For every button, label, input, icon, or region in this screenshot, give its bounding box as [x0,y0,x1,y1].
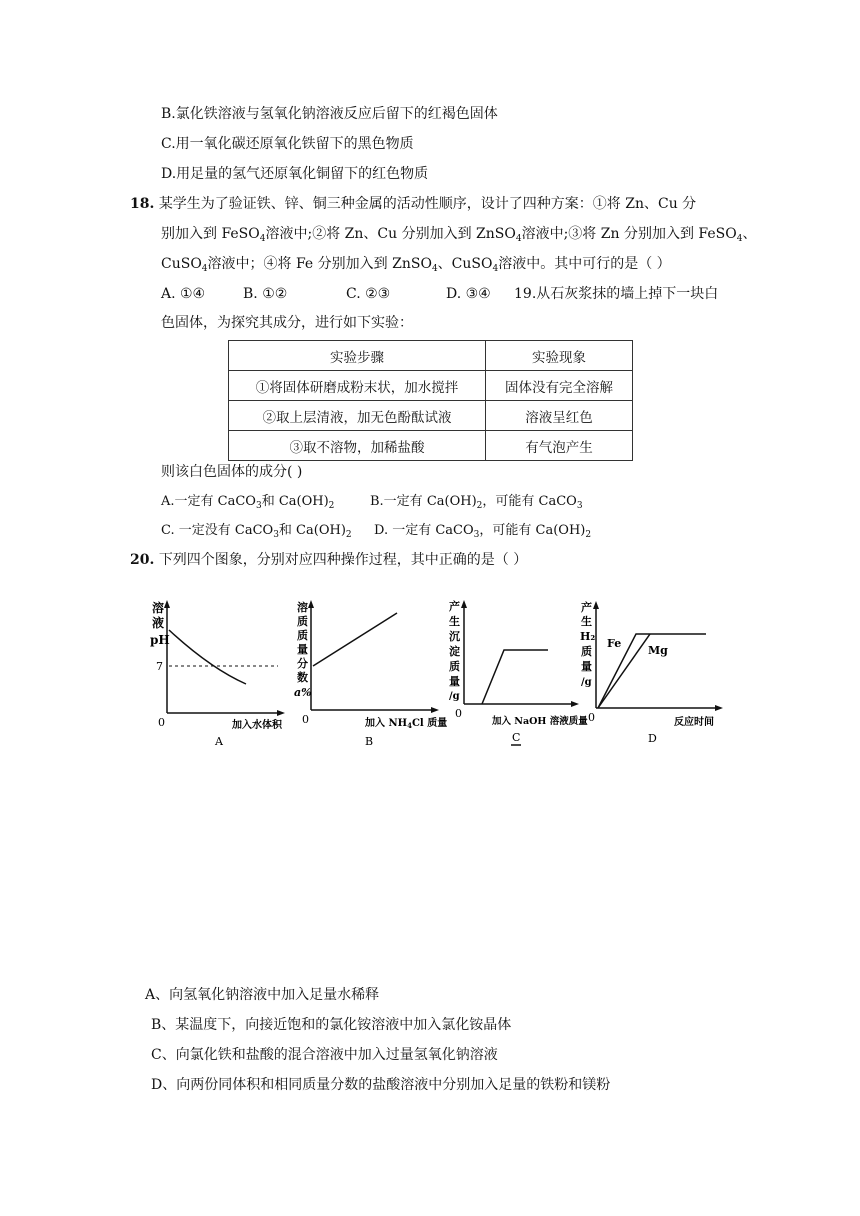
graph-c-ylabel-7: /g [449,691,460,702]
q19-experiment-table [228,340,633,461]
q20-desc-a: A、向氢氧化钠溶液中加入足量水稀释 [145,987,380,1003]
graph-c-ylabel-2: 生 [449,615,460,628]
q19-option-a: A.一定有 CaCO$_3$和 $Ca(OH)_2$ [161,494,335,511]
q20-number: 20. [130,552,155,568]
q18-option-c: C. ②③ [346,286,391,302]
q20-line [130,550,527,570]
table-cell: 有气泡产生 [486,431,633,461]
graph-a-y-arrow [164,600,170,608]
graph-b-xlabel: 加入 $NH_4Cl$ 质量 [365,718,448,730]
q19-option-d: D. 一定有 CaCO$_3$，可能有 $Ca(OH)_2$ [374,523,592,540]
graph-d-line-mg [598,634,650,708]
q20-desc-d: D、向两份同体积和相同质量分数的盐酸溶液中分别加入足量的铁粉和镁粉 [151,1077,611,1093]
table-header: 实验步骤 [229,341,486,371]
graph-a-caption: A [215,735,223,748]
graph-d-x-arrow [715,705,723,711]
q18-number: 18. [130,196,155,212]
q18-option-b: B. ①② [243,286,288,302]
q19-intro-2: 色固体，为探究其成分，进行如下实验： [161,315,413,331]
graph-d-xlabel: 反应时间 [674,717,714,728]
table-cell: ③取不溶物，加稀盐酸 [229,431,486,461]
graph-c [446,598,586,748]
graph-b-ylabel-6: 数 [297,671,308,684]
graph-d-label-fe: Fe [607,637,622,650]
q18-line-2: 别加入到 FeSO$_4$溶液中;②将 Zn、Cu 分别加入到 ZnSO$_4$溶液中;③将 Zn 分别加入到 FeSO$_4$、 [161,226,757,244]
graph-c-ylabel-1: 产 [449,600,460,613]
graph-b-ylabel-3: 质 [297,629,308,642]
graph-c-ylabel-4: 淀 [449,645,460,658]
graph-b-ylabel-7: a% [294,686,312,699]
q18-option-d: D. ③④ [446,286,491,302]
graph-a-tick-7: 7 [156,660,163,673]
graph-c-caption: C [512,731,521,744]
graph-a-ylabel-1: 溶 [152,601,165,615]
graph-c-ylabel-3: 沉 [449,630,460,643]
q19-option-b: B.一定有 $Ca(OH)_2$，可能有 CaCO$_3$ [370,494,583,511]
q20-text: 下列四个图象，分别对应四种操作过程，其中正确的是（ ） [158,552,528,568]
graph-d-caption: D [648,732,657,745]
graph-c-ylabel-6: 量 [449,675,460,688]
graph-b-ylabel-2: 质 [297,615,308,628]
table-cell: ①将固体研磨成粉末状，加水搅拌 [229,371,486,401]
q18-line-1 [130,194,696,214]
q19-option-c: C. 一定没有 CaCO$_3$和 $Ca(OH)_2$ [161,523,352,540]
table-cell: ②取上层清液，加无色酚酞试液 [229,401,486,431]
graph-b-origin: 0 [302,713,309,726]
graph-d-ylabel-3: H₂ [580,630,596,643]
graph-a-curve [169,630,246,684]
graph-d-ylabel-6: /g [581,677,592,688]
table-row [229,431,633,461]
table-header-row [229,341,633,371]
graph-b-ylabel-1: 溶 [297,601,308,614]
graph-c-xlabel: 加入 NaOH 溶液质量 [492,716,588,727]
table-row [229,371,633,401]
q18-line-3: CuSO$_4$溶液中；④将 Fe 分别加入到 ZnSO$_4$、CuSO$_4$溶液中。其中可行的是（ ） [161,256,671,274]
q19-question: 则该白色固体的成分( ) [161,464,303,480]
graph-a-ylabel-2: 液 [152,616,165,630]
graph-a [150,598,290,748]
table-cell: 固体没有完全溶解 [486,371,633,401]
q18-option-a: A. ①④ [161,286,206,302]
graph-d-ylabel-5: 量 [581,660,592,673]
graph-d-label-mg: Mg [648,644,668,657]
graph-a-x-arrow [277,710,285,716]
graph-d-ylabel-2: 生 [581,615,592,628]
q17-option-b: B.氯化铁溶液与氢氧化钠溶液反应后留下的红褐色固体 [161,106,498,122]
graph-d-origin: 0 [588,711,595,724]
graph-a-xlabel: 加入水体积 [232,720,282,731]
graph-d-ylabel-4: 质 [581,645,592,658]
graph-c-origin: 0 [455,707,462,720]
graph-b-line [313,613,397,666]
graph-d [578,598,728,748]
graph-d-y-arrow [593,601,599,609]
graph-b-ylabel-5: 分 [297,657,308,670]
q19-intro-1: 19.从石灰浆抹的墙上掉下一块白 [514,286,719,302]
table-cell: 溶液呈红色 [486,401,633,431]
q20-desc-c: C、向氯化铁和盐酸的混合溶液中加入过量氢氧化钠溶液 [151,1047,498,1063]
q18-text-1: 某学生为了验证铁、锌、铜三种金属的活动性顺序，设计了四种方案：①将 Zn、Cu 分 [158,196,697,212]
graph-b-ylabel-4: 量 [297,643,308,656]
q20-desc-b: B、某温度下，向接近饱和的氯化铵溶液中加入氯化铵晶体 [151,1017,512,1033]
graph-b [293,598,448,748]
graph-b-caption: B [365,735,374,748]
table-header: 实验现象 [486,341,633,371]
graph-a-origin: 0 [158,716,165,729]
q17-option-c: C.用一氧化碳还原氧化铁留下的黑色物质 [161,136,414,152]
q17-option-d: D.用足量的氢气还原氧化铜留下的红色物质 [161,166,429,182]
graph-a-ylabel-3: pH [150,633,170,647]
graph-c-y-arrow [461,600,467,608]
graph-d-ylabel-1: 产 [581,601,592,614]
table-row [229,401,633,431]
graph-c-line [482,650,548,704]
graph-c-ylabel-5: 质 [449,660,460,673]
graph-b-x-arrow [431,707,439,713]
graph-b-y-arrow [308,600,314,608]
